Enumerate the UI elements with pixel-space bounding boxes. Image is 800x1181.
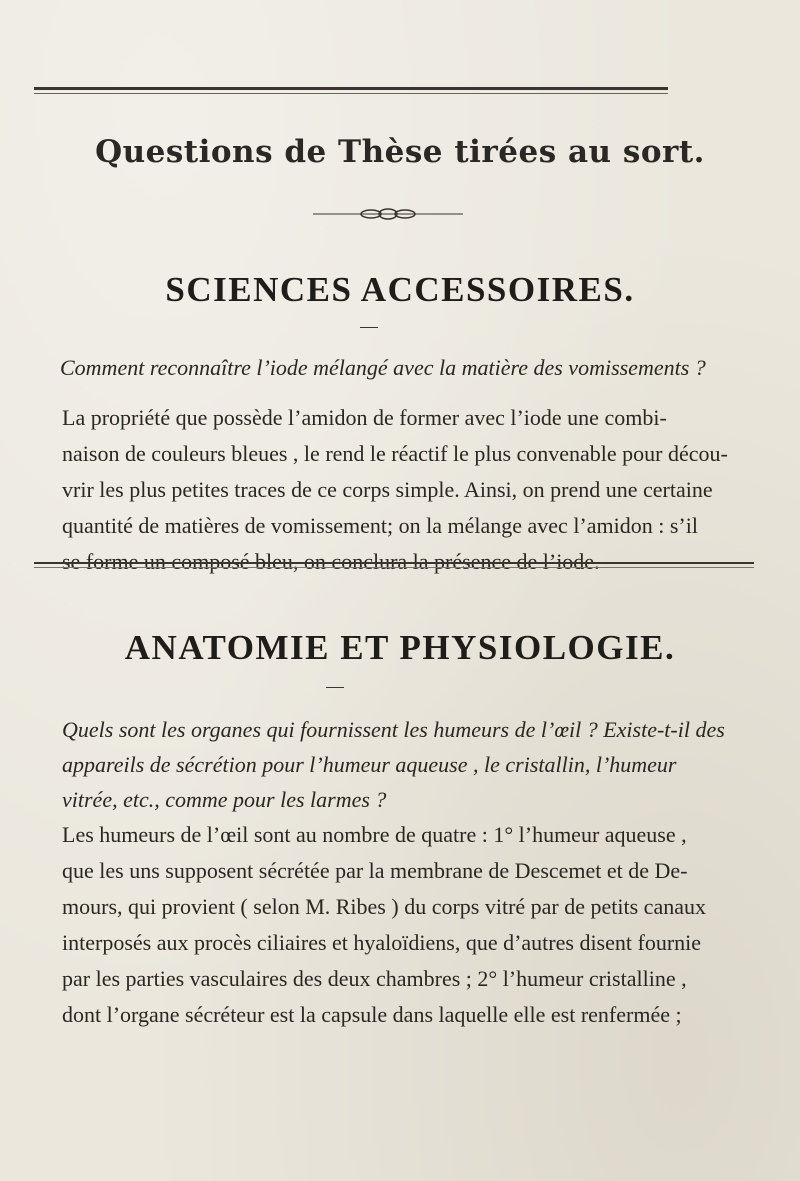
paragraph-line: interposés aux procès ciliaires et hyaloïdiens, que d’autres disent fournie xyxy=(62,930,702,955)
page-header: Questions de Thèse tirées au sort. xyxy=(95,134,705,170)
short-rule xyxy=(360,327,378,328)
paragraph-line: que les uns supposent sécrétée par la membrane de Descemet et de De- xyxy=(62,858,688,883)
ornament-divider xyxy=(313,207,463,221)
top-rule xyxy=(34,87,668,90)
section-separator xyxy=(34,562,754,564)
answer-paragraph-iode xyxy=(62,400,754,580)
paragraph-line: La propriété que possède l’amidon de former avec l’iode une combi- xyxy=(62,405,667,430)
short-rule xyxy=(326,687,344,688)
section-title-anatomie: ANATOMIE ET PHYSIOLOGIE. xyxy=(124,628,676,667)
paragraph-line: Les humeurs de l’œil sont au nombre de quatre : 1° l’humeur aqueuse , xyxy=(62,822,687,847)
question-line: vitrée, etc., comme pour les larmes ? xyxy=(62,787,387,812)
paragraph-line: vrir les plus petites traces de ce corps simple. Ainsi, on prend une certaine xyxy=(62,477,713,502)
question-line: Quels sont les organes qui fournissent les humeurs de l’œil ? Existe-t-il des xyxy=(62,717,725,742)
answer-paragraph-humeurs xyxy=(62,817,754,1033)
question-humeurs xyxy=(62,712,752,817)
section-title-sciences: SCIENCES ACCESSOIRES. xyxy=(165,270,635,309)
paragraph-line: par les parties vasculaires des deux chambres ; 2° l’humeur cristalline , xyxy=(62,966,687,991)
paragraph-line: naison de couleurs bleues , le rend le réactif le plus convenable pour décou- xyxy=(62,441,728,466)
paragraph-line: se forme un composé bleu, on conclura la présence de l’iode. xyxy=(62,549,600,574)
paragraph-line: dont l’organe sécréteur est la capsule dans laquelle elle est renfermée ; xyxy=(62,1002,682,1027)
paragraph-line: quantité de matières de vomissement; on la mélange avec l’amidon : s’il xyxy=(62,513,698,538)
question-line: appareils de sécrétion pour l’humeur aqueuse , le cristallin, l’humeur xyxy=(62,752,677,777)
paragraph-line: mours, qui provient ( selon M. Ribes ) du corps vitré par de petits canaux xyxy=(62,894,706,919)
question-iode: Comment reconnaître l’iode mélangé avec la matière des vomissements ? xyxy=(60,355,706,380)
